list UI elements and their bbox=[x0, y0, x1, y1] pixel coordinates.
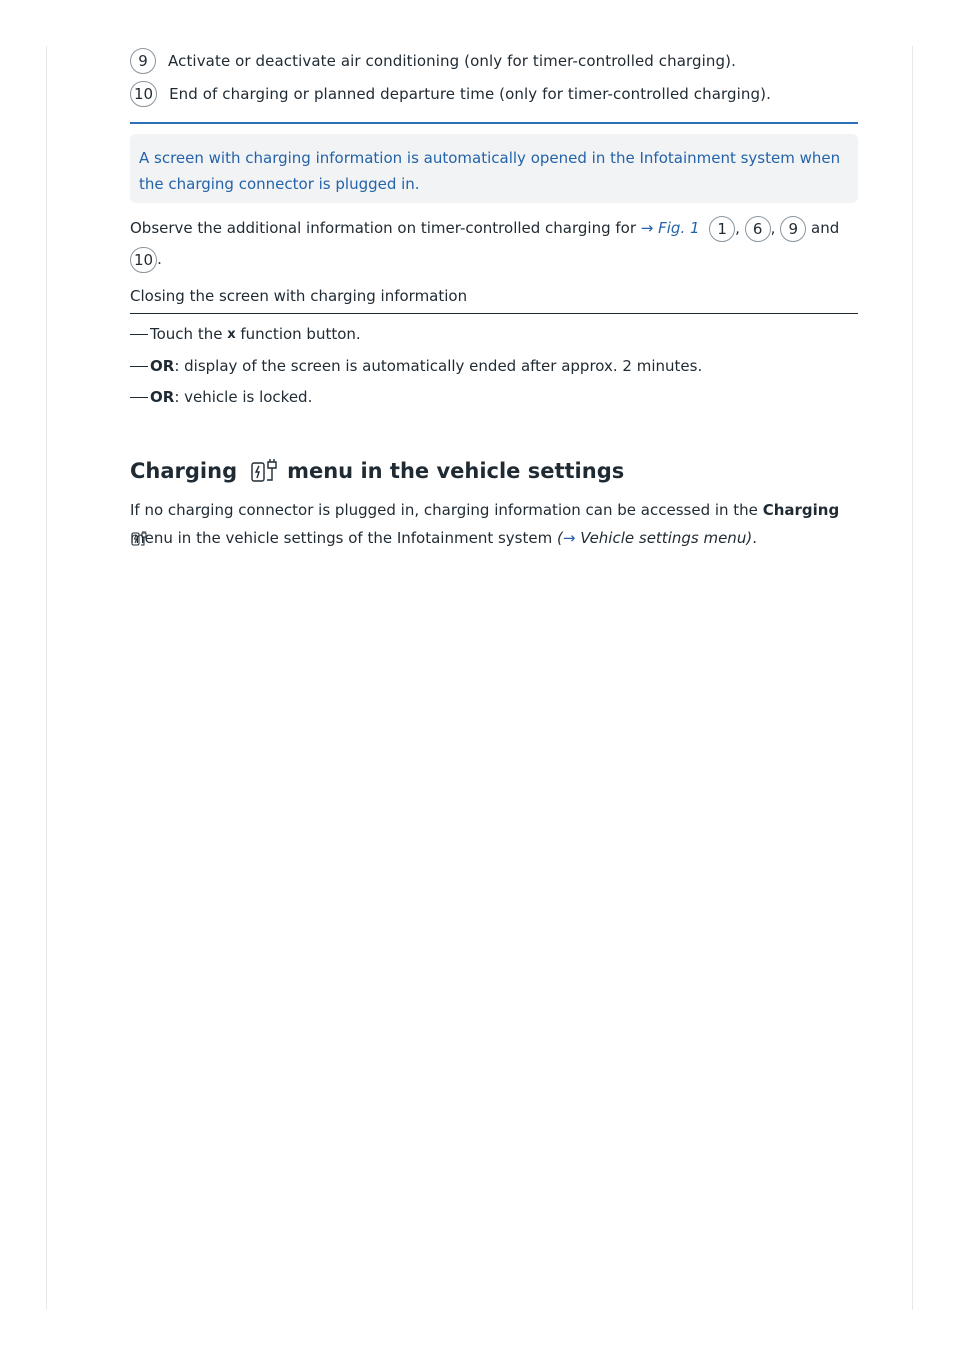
step-text: Touch the bbox=[150, 325, 223, 343]
legend-text: Activate or deactivate air conditioning (only for timer-controlled charging). bbox=[168, 52, 736, 70]
or-label: OR bbox=[150, 357, 175, 375]
body-text: menu in the vehicle settings of the Infotainment system bbox=[130, 529, 557, 547]
charging-menu-label: Charging bbox=[762, 501, 840, 519]
fig-link[interactable]: Fig. 1 bbox=[658, 219, 700, 237]
heading-rule bbox=[130, 313, 858, 314]
closing-heading: Closing the screen with charging information bbox=[130, 287, 468, 305]
or-label: OR bbox=[150, 388, 175, 406]
section-heading bbox=[130, 458, 624, 484]
heading-text: Charging bbox=[130, 459, 238, 483]
legend-item-9 bbox=[130, 48, 736, 74]
body-text: If no charging connector is plugged in, charging information can be accessed in the bbox=[130, 501, 763, 519]
arrow-right-icon: → bbox=[562, 529, 576, 547]
section-body-line-2: menu in the vehicle settings of the Infotainment system (→ Vehicle settings menu). bbox=[130, 529, 757, 547]
heading-text: menu in the vehicle settings bbox=[287, 459, 625, 483]
charging-plug-icon bbox=[243, 458, 281, 484]
observe-paragraph bbox=[130, 214, 839, 242]
note-line-1: A screen with charging information is automatically opened in the Infotainment system when bbox=[139, 149, 841, 167]
step-text: : vehicle is locked. bbox=[174, 388, 313, 406]
arrow-right-icon: → bbox=[640, 219, 654, 237]
callout-badge-1: 1 bbox=[709, 216, 735, 242]
separator: , bbox=[770, 219, 776, 237]
separator: , bbox=[735, 219, 740, 237]
observe-text: Observe the additional information on timer-controlled charging for bbox=[130, 219, 641, 237]
callout-badge-10: 10 bbox=[130, 247, 157, 273]
step-text: function button. bbox=[240, 325, 361, 343]
callout-badge-9: 9 bbox=[780, 216, 806, 242]
step-or-timeout bbox=[130, 357, 702, 375]
note-line-2: the charging connector is plugged in. bbox=[139, 175, 420, 193]
step-text: : display of the screen is automatically ended after approx. 2 minutes. bbox=[174, 357, 703, 375]
and-word: and bbox=[811, 219, 840, 237]
page-margin-left bbox=[46, 46, 47, 1310]
period: . bbox=[157, 250, 162, 268]
vehicle-settings-link[interactable]: Vehicle settings menu) bbox=[580, 529, 753, 547]
legend-text: End of charging or planned departure time (only for timer-controlled charging). bbox=[169, 85, 771, 103]
close-x-icon: x bbox=[227, 326, 236, 342]
legend-item-10 bbox=[130, 81, 771, 107]
observe-paragraph-cont bbox=[130, 245, 162, 273]
step-touch bbox=[130, 325, 361, 343]
callout-badge-6: 6 bbox=[745, 216, 771, 242]
page-margin-right bbox=[912, 46, 913, 1310]
info-note bbox=[130, 134, 858, 203]
step-or-locked bbox=[130, 388, 312, 406]
note-divider bbox=[130, 122, 858, 124]
callout-badge: 9 bbox=[130, 48, 156, 74]
callout-badge: 10 bbox=[130, 81, 157, 107]
